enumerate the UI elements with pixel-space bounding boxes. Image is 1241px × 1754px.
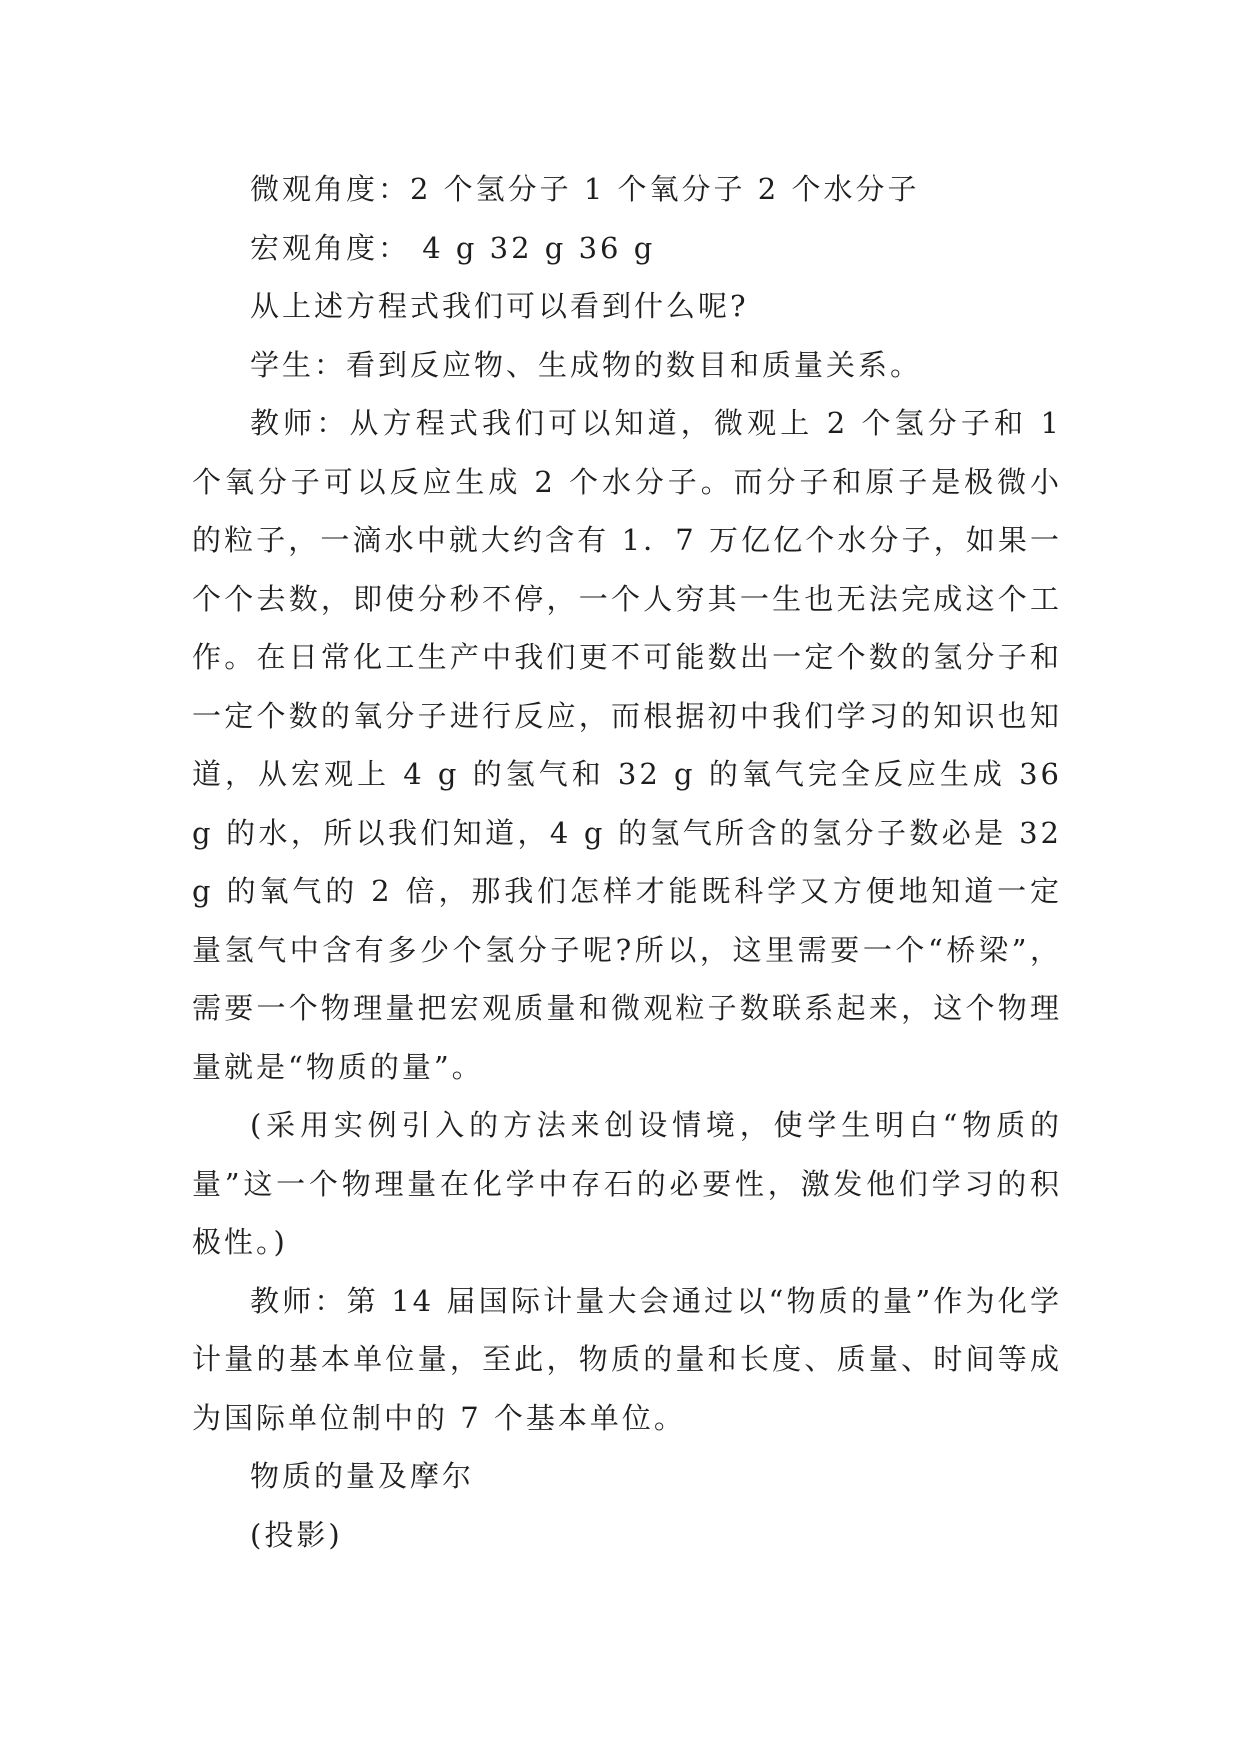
paragraph-projection-note: (投影) [250, 1517, 343, 1552]
paragraph-micro-view: 微观角度：2 个氢分子 1 个氧分子 2 个水分子 [250, 172, 920, 206]
paragraph-student-answer: 学生：看到反应物、生成物的数目和质量关系。 [250, 347, 923, 382]
paragraph-question: 从上述方程式我们可以看到什么呢? [250, 289, 749, 323]
paragraph-teacher-explanation: 教师：从方程式我们可以知道，微观上 2 个氢分子和 1 个氧分子可以反应生成 2 个水分子。而分子和原子是极微小的粒子，一滴水中就大约含有 1．7 万亿亿个水分子，如果一个个去数，即使分秒不停，一个人穷其一生也无法完成这个工作。在日常化工生产中我们更不可能数出一定个数的氢分子和一定个数的氧分子进行反应，而根据初中我们学习的知识也知道，从宏观上 4 g 的氢气和 32 g 的氧气完全反应生成 36 g 的水，所以我们知道，4 g 的氢气所含的氢分子数必是 32 g 的氧气的 2 倍，那我们怎样才能既科学又方便地知道一定量氢气中含有多少个氢分子呢?所以，这里需要一个“桥梁”，需要一个物理量把宏观质量和微观粒子数联系起来，这个物理量就是“物质的量”。 [192, 406, 1075, 1084]
paragraph-section-heading: 物质的量及摩尔 [250, 1459, 475, 1493]
document-body [192, 160, 1075, 1564]
paragraph-teacher-si-units: 教师：第 14 届国际计量大会通过以“物质的量”作为化学计量的基本单位量，至此，物质的量和长度、质量、时间等成为国际单位制中的 7 个基本单位。 [192, 1283, 1062, 1435]
paragraph-macro-view: 宏观角度： 4 g 32 g 36 g [250, 230, 656, 265]
paragraph-teaching-note: (采用实例引入的方法来创设情境，使学生明白“物质的量”这一个物理量在化学中存石的必要性，激发他们学习的积极性。) [192, 1108, 1062, 1259]
